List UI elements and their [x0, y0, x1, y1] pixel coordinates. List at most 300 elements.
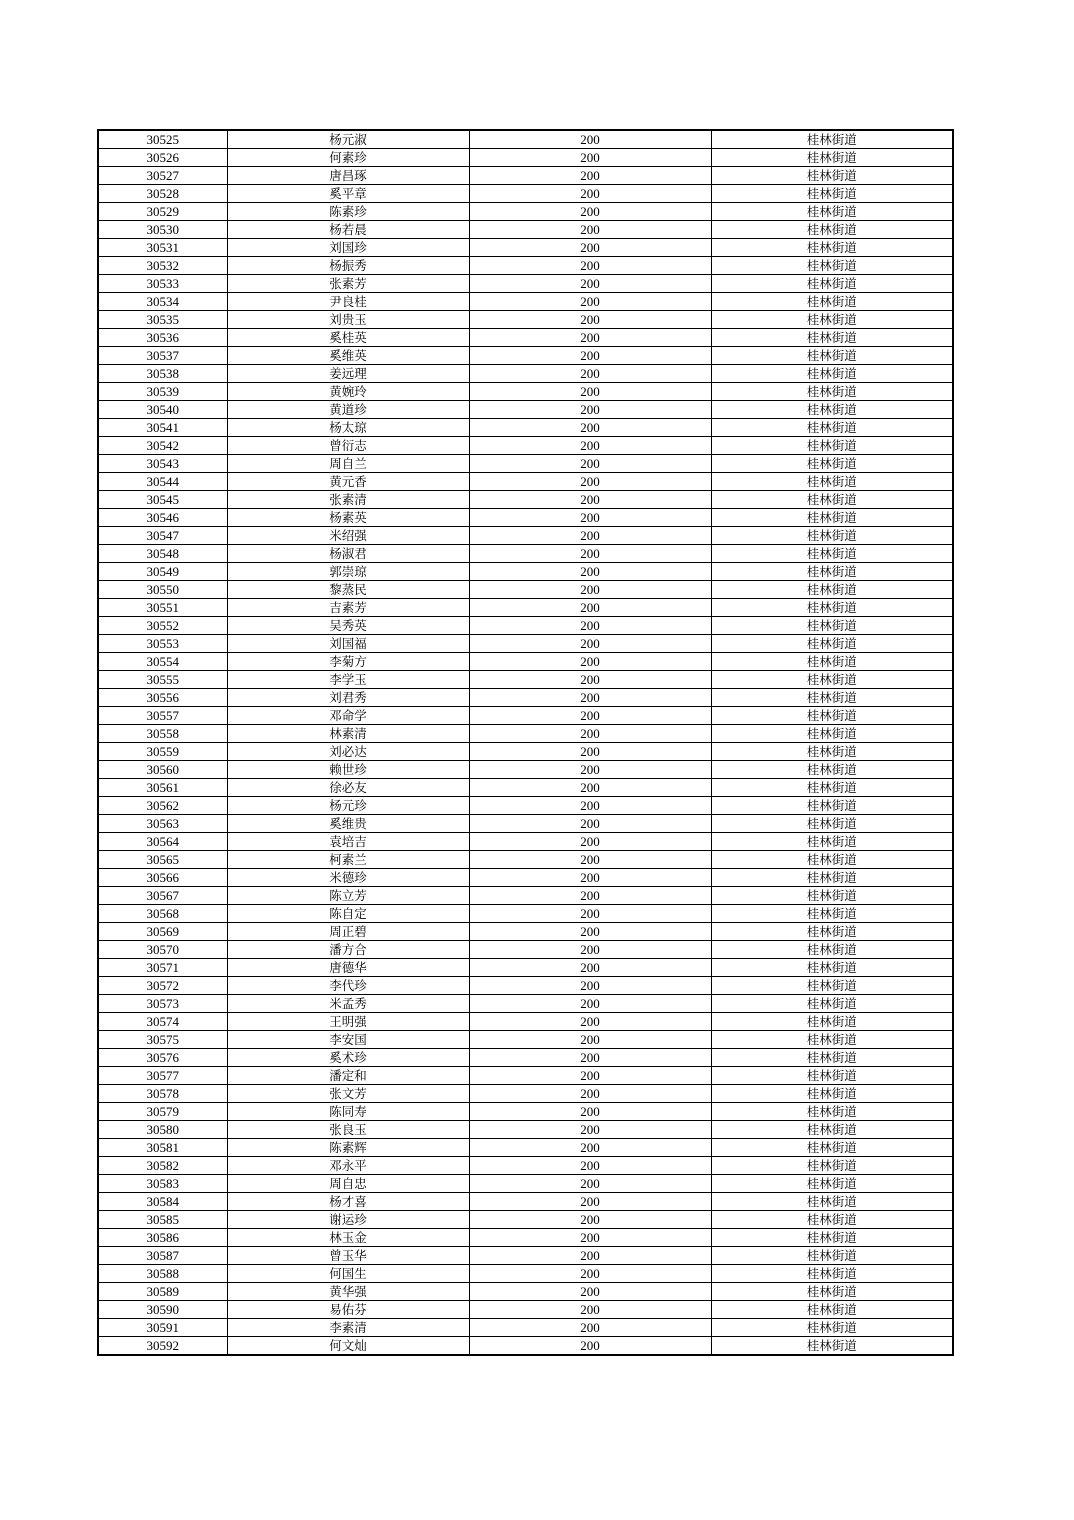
name-cell: 陈素珍 [227, 203, 469, 221]
id-cell: 30585 [98, 1211, 227, 1229]
name-cell: 米孟秀 [227, 995, 469, 1013]
id-cell: 30525 [98, 130, 227, 149]
name-cell: 赖世珍 [227, 761, 469, 779]
table-row [98, 977, 953, 995]
name-cell: 黄华强 [227, 1283, 469, 1301]
name-cell: 杨振秀 [227, 257, 469, 275]
table-row [98, 1211, 953, 1229]
table-row [98, 1049, 953, 1067]
amount-cell: 200 [469, 797, 711, 815]
amount-cell: 200 [469, 473, 711, 491]
amount-cell: 200 [469, 1103, 711, 1121]
amount-cell: 200 [469, 185, 711, 203]
name-cell: 奚维贵 [227, 815, 469, 833]
data-table [97, 129, 954, 1356]
name-cell: 何素珍 [227, 149, 469, 167]
amount-cell: 200 [469, 815, 711, 833]
table-row [98, 1283, 953, 1301]
table-row [98, 1337, 953, 1356]
name-cell: 李学玉 [227, 671, 469, 689]
table-row [98, 923, 953, 941]
name-cell: 刘君秀 [227, 689, 469, 707]
id-cell: 30529 [98, 203, 227, 221]
amount-cell: 200 [469, 311, 711, 329]
id-cell: 30592 [98, 1337, 227, 1356]
amount-cell: 200 [469, 1193, 711, 1211]
name-cell: 王明强 [227, 1013, 469, 1031]
street-cell: 桂林街道 [711, 257, 953, 275]
street-cell: 桂林街道 [711, 311, 953, 329]
street-cell: 桂林街道 [711, 149, 953, 167]
id-cell: 30553 [98, 635, 227, 653]
table-row [98, 1193, 953, 1211]
name-cell: 吉素芳 [227, 599, 469, 617]
id-cell: 30543 [98, 455, 227, 473]
id-cell: 30536 [98, 329, 227, 347]
amount-cell: 200 [469, 221, 711, 239]
amount-cell: 200 [469, 563, 711, 581]
table-row [98, 563, 953, 581]
id-cell: 30582 [98, 1157, 227, 1175]
name-cell: 刘必达 [227, 743, 469, 761]
street-cell: 桂林街道 [711, 1049, 953, 1067]
amount-cell: 200 [469, 617, 711, 635]
table-row [98, 1247, 953, 1265]
amount-cell: 200 [469, 293, 711, 311]
amount-cell: 200 [469, 725, 711, 743]
table-row [98, 293, 953, 311]
table-row [98, 671, 953, 689]
name-cell: 张良玉 [227, 1121, 469, 1139]
street-cell: 桂林街道 [711, 869, 953, 887]
amount-cell: 200 [469, 869, 711, 887]
name-cell: 刘国珍 [227, 239, 469, 257]
table-row [98, 491, 953, 509]
street-cell: 桂林街道 [711, 617, 953, 635]
street-cell: 桂林街道 [711, 1139, 953, 1157]
street-cell: 桂林街道 [711, 905, 953, 923]
street-cell: 桂林街道 [711, 761, 953, 779]
id-cell: 30549 [98, 563, 227, 581]
table-row [98, 257, 953, 275]
name-cell: 陈自定 [227, 905, 469, 923]
amount-cell: 200 [469, 1175, 711, 1193]
name-cell: 黄婉玲 [227, 383, 469, 401]
table-row [98, 743, 953, 761]
street-cell: 桂林街道 [711, 1319, 953, 1337]
id-cell: 30526 [98, 149, 227, 167]
name-cell: 奚维英 [227, 347, 469, 365]
amount-cell: 200 [469, 509, 711, 527]
id-cell: 30591 [98, 1319, 227, 1337]
name-cell: 潘定和 [227, 1067, 469, 1085]
id-cell: 30574 [98, 1013, 227, 1031]
name-cell: 陈素辉 [227, 1139, 469, 1157]
name-cell: 曾玉华 [227, 1247, 469, 1265]
street-cell: 桂林街道 [711, 473, 953, 491]
id-cell: 30555 [98, 671, 227, 689]
table-row [98, 1319, 953, 1337]
name-cell: 柯素兰 [227, 851, 469, 869]
street-cell: 桂林街道 [711, 1121, 953, 1139]
table-row [98, 851, 953, 869]
street-cell: 桂林街道 [711, 419, 953, 437]
amount-cell: 200 [469, 275, 711, 293]
amount-cell: 200 [469, 1337, 711, 1356]
street-cell: 桂林街道 [711, 491, 953, 509]
table-row [98, 761, 953, 779]
table-row [98, 221, 953, 239]
amount-cell: 200 [469, 1049, 711, 1067]
street-cell: 桂林街道 [711, 1067, 953, 1085]
table-row [98, 689, 953, 707]
table-row [98, 347, 953, 365]
table-row [98, 149, 953, 167]
street-cell: 桂林街道 [711, 185, 953, 203]
id-cell: 30552 [98, 617, 227, 635]
table-row [98, 473, 953, 491]
amount-cell: 200 [469, 455, 711, 473]
name-cell: 袁培吉 [227, 833, 469, 851]
name-cell: 杨淑君 [227, 545, 469, 563]
name-cell: 杨才喜 [227, 1193, 469, 1211]
id-cell: 30527 [98, 167, 227, 185]
amount-cell: 200 [469, 365, 711, 383]
street-cell: 桂林街道 [711, 635, 953, 653]
table-row [98, 1157, 953, 1175]
amount-cell: 200 [469, 545, 711, 563]
table-row [98, 869, 953, 887]
amount-cell: 200 [469, 257, 711, 275]
name-cell: 易佑芬 [227, 1301, 469, 1319]
amount-cell: 200 [469, 437, 711, 455]
id-cell: 30587 [98, 1247, 227, 1265]
street-cell: 桂林街道 [711, 1013, 953, 1031]
amount-cell: 200 [469, 671, 711, 689]
name-cell: 谢运珍 [227, 1211, 469, 1229]
table-row [98, 329, 953, 347]
street-cell: 桂林街道 [711, 851, 953, 869]
table-row [98, 167, 953, 185]
id-cell: 30528 [98, 185, 227, 203]
street-cell: 桂林街道 [711, 563, 953, 581]
id-cell: 30562 [98, 797, 227, 815]
id-cell: 30581 [98, 1139, 227, 1157]
table-row [98, 239, 953, 257]
name-cell: 周正碧 [227, 923, 469, 941]
id-cell: 30551 [98, 599, 227, 617]
amount-cell: 200 [469, 833, 711, 851]
name-cell: 郭崇琼 [227, 563, 469, 581]
street-cell: 桂林街道 [711, 1337, 953, 1356]
street-cell: 桂林街道 [711, 545, 953, 563]
street-cell: 桂林街道 [711, 437, 953, 455]
table-row [98, 1067, 953, 1085]
table-row [98, 959, 953, 977]
id-cell: 30545 [98, 491, 227, 509]
amount-cell: 200 [469, 887, 711, 905]
table-row [98, 617, 953, 635]
name-cell: 吴秀英 [227, 617, 469, 635]
table-row [98, 725, 953, 743]
name-cell: 黎蒸民 [227, 581, 469, 599]
name-cell: 奚桂英 [227, 329, 469, 347]
id-cell: 30566 [98, 869, 227, 887]
id-cell: 30586 [98, 1229, 227, 1247]
id-cell: 30589 [98, 1283, 227, 1301]
street-cell: 桂林街道 [711, 707, 953, 725]
table-row [98, 581, 953, 599]
id-cell: 30572 [98, 977, 227, 995]
id-cell: 30547 [98, 527, 227, 545]
id-cell: 30546 [98, 509, 227, 527]
id-cell: 30578 [98, 1085, 227, 1103]
street-cell: 桂林街道 [711, 221, 953, 239]
amount-cell: 200 [469, 959, 711, 977]
id-cell: 30561 [98, 779, 227, 797]
name-cell: 米绍强 [227, 527, 469, 545]
name-cell: 周自忠 [227, 1175, 469, 1193]
id-cell: 30557 [98, 707, 227, 725]
amount-cell: 200 [469, 1211, 711, 1229]
id-cell: 30556 [98, 689, 227, 707]
street-cell: 桂林街道 [711, 599, 953, 617]
table-row [98, 365, 953, 383]
name-cell: 杨元淑 [227, 130, 469, 149]
id-cell: 30584 [98, 1193, 227, 1211]
name-cell: 何文灿 [227, 1337, 469, 1356]
table-row [98, 437, 953, 455]
street-cell: 桂林街道 [711, 527, 953, 545]
table-row [98, 995, 953, 1013]
table-row [98, 383, 953, 401]
table-row [98, 653, 953, 671]
amount-cell: 200 [469, 779, 711, 797]
street-cell: 桂林街道 [711, 1103, 953, 1121]
amount-cell: 200 [469, 905, 711, 923]
street-cell: 桂林街道 [711, 383, 953, 401]
street-cell: 桂林街道 [711, 779, 953, 797]
street-cell: 桂林街道 [711, 1157, 953, 1175]
name-cell: 尹良桂 [227, 293, 469, 311]
amount-cell: 200 [469, 995, 711, 1013]
id-cell: 30568 [98, 905, 227, 923]
table-row [98, 1103, 953, 1121]
amount-cell: 200 [469, 761, 711, 779]
amount-cell: 200 [469, 491, 711, 509]
street-cell: 桂林街道 [711, 725, 953, 743]
amount-cell: 200 [469, 653, 711, 671]
name-cell: 杨素英 [227, 509, 469, 527]
id-cell: 30576 [98, 1049, 227, 1067]
name-cell: 陈立芳 [227, 887, 469, 905]
name-cell: 杨元珍 [227, 797, 469, 815]
street-cell: 桂林街道 [711, 1175, 953, 1193]
table-row [98, 401, 953, 419]
amount-cell: 200 [469, 383, 711, 401]
amount-cell: 200 [469, 923, 711, 941]
name-cell: 徐必友 [227, 779, 469, 797]
street-cell: 桂林街道 [711, 941, 953, 959]
name-cell: 林玉金 [227, 1229, 469, 1247]
name-cell: 林素清 [227, 725, 469, 743]
amount-cell: 200 [469, 1319, 711, 1337]
id-cell: 30571 [98, 959, 227, 977]
name-cell: 陈同寿 [227, 1103, 469, 1121]
table-row [98, 275, 953, 293]
amount-cell: 200 [469, 130, 711, 149]
street-cell: 桂林街道 [711, 455, 953, 473]
id-cell: 30550 [98, 581, 227, 599]
table-row [98, 1121, 953, 1139]
amount-cell: 200 [469, 1031, 711, 1049]
street-cell: 桂林街道 [711, 959, 953, 977]
street-cell: 桂林街道 [711, 887, 953, 905]
amount-cell: 200 [469, 743, 711, 761]
id-cell: 30583 [98, 1175, 227, 1193]
table-row [98, 635, 953, 653]
street-cell: 桂林街道 [711, 671, 953, 689]
amount-cell: 200 [469, 707, 711, 725]
amount-cell: 200 [469, 1085, 711, 1103]
amount-cell: 200 [469, 401, 711, 419]
amount-cell: 200 [469, 347, 711, 365]
street-cell: 桂林街道 [711, 923, 953, 941]
id-cell: 30569 [98, 923, 227, 941]
name-cell: 刘贵玉 [227, 311, 469, 329]
street-cell: 桂林街道 [711, 275, 953, 293]
table-row [98, 419, 953, 437]
name-cell: 何国生 [227, 1265, 469, 1283]
id-cell: 30565 [98, 851, 227, 869]
name-cell: 潘方合 [227, 941, 469, 959]
street-cell: 桂林街道 [711, 815, 953, 833]
street-cell: 桂林街道 [711, 995, 953, 1013]
street-cell: 桂林街道 [711, 401, 953, 419]
amount-cell: 200 [469, 239, 711, 257]
amount-cell: 200 [469, 1157, 711, 1175]
name-cell: 张文芳 [227, 1085, 469, 1103]
table-row [98, 797, 953, 815]
name-cell: 李菊方 [227, 653, 469, 671]
id-cell: 30580 [98, 1121, 227, 1139]
street-cell: 桂林街道 [711, 1247, 953, 1265]
amount-cell: 200 [469, 149, 711, 167]
amount-cell: 200 [469, 1283, 711, 1301]
amount-cell: 200 [469, 203, 711, 221]
table-row [98, 130, 953, 149]
street-cell: 桂林街道 [711, 743, 953, 761]
table-row [98, 1013, 953, 1031]
table-row [98, 1265, 953, 1283]
id-cell: 30541 [98, 419, 227, 437]
table-row [98, 815, 953, 833]
id-cell: 30559 [98, 743, 227, 761]
street-cell: 桂林街道 [711, 581, 953, 599]
street-cell: 桂林街道 [711, 1193, 953, 1211]
street-cell: 桂林街道 [711, 1301, 953, 1319]
id-cell: 30530 [98, 221, 227, 239]
table-row [98, 311, 953, 329]
street-cell: 桂林街道 [711, 689, 953, 707]
street-cell: 桂林街道 [711, 239, 953, 257]
id-cell: 30531 [98, 239, 227, 257]
id-cell: 30534 [98, 293, 227, 311]
street-cell: 桂林街道 [711, 347, 953, 365]
id-cell: 30570 [98, 941, 227, 959]
name-cell: 黄道珍 [227, 401, 469, 419]
amount-cell: 200 [469, 941, 711, 959]
table-row [98, 1175, 953, 1193]
name-cell: 杨太琼 [227, 419, 469, 437]
name-cell: 黄元香 [227, 473, 469, 491]
street-cell: 桂林街道 [711, 653, 953, 671]
amount-cell: 200 [469, 851, 711, 869]
id-cell: 30535 [98, 311, 227, 329]
street-cell: 桂林街道 [711, 1031, 953, 1049]
amount-cell: 200 [469, 635, 711, 653]
name-cell: 刘国福 [227, 635, 469, 653]
name-cell: 杨若晨 [227, 221, 469, 239]
name-cell: 周自兰 [227, 455, 469, 473]
street-cell: 桂林街道 [711, 329, 953, 347]
amount-cell: 200 [469, 1301, 711, 1319]
name-cell: 李代珍 [227, 977, 469, 995]
table-row [98, 779, 953, 797]
id-cell: 30573 [98, 995, 227, 1013]
name-cell: 邓永平 [227, 1157, 469, 1175]
table-row [98, 1139, 953, 1157]
name-cell: 李素清 [227, 1319, 469, 1337]
street-cell: 桂林街道 [711, 797, 953, 815]
table-row [98, 527, 953, 545]
street-cell: 桂林街道 [711, 833, 953, 851]
table-row [98, 185, 953, 203]
amount-cell: 200 [469, 1265, 711, 1283]
street-cell: 桂林街道 [711, 1211, 953, 1229]
amount-cell: 200 [469, 527, 711, 545]
amount-cell: 200 [469, 581, 711, 599]
id-cell: 30537 [98, 347, 227, 365]
id-cell: 30539 [98, 383, 227, 401]
id-cell: 30563 [98, 815, 227, 833]
table-row [98, 509, 953, 527]
street-cell: 桂林街道 [711, 203, 953, 221]
name-cell: 李安国 [227, 1031, 469, 1049]
table-row [98, 887, 953, 905]
name-cell: 曾衍志 [227, 437, 469, 455]
id-cell: 30540 [98, 401, 227, 419]
id-cell: 30588 [98, 1265, 227, 1283]
street-cell: 桂林街道 [711, 365, 953, 383]
street-cell: 桂林街道 [711, 293, 953, 311]
street-cell: 桂林街道 [711, 509, 953, 527]
id-cell: 30575 [98, 1031, 227, 1049]
table-row [98, 833, 953, 851]
id-cell: 30564 [98, 833, 227, 851]
id-cell: 30590 [98, 1301, 227, 1319]
amount-cell: 200 [469, 689, 711, 707]
street-cell: 桂林街道 [711, 1265, 953, 1283]
amount-cell: 200 [469, 1247, 711, 1265]
table-row [98, 545, 953, 563]
table-row [98, 455, 953, 473]
id-cell: 30542 [98, 437, 227, 455]
street-cell: 桂林街道 [711, 1283, 953, 1301]
id-cell: 30548 [98, 545, 227, 563]
table-row [98, 1229, 953, 1247]
name-cell: 米德珍 [227, 869, 469, 887]
